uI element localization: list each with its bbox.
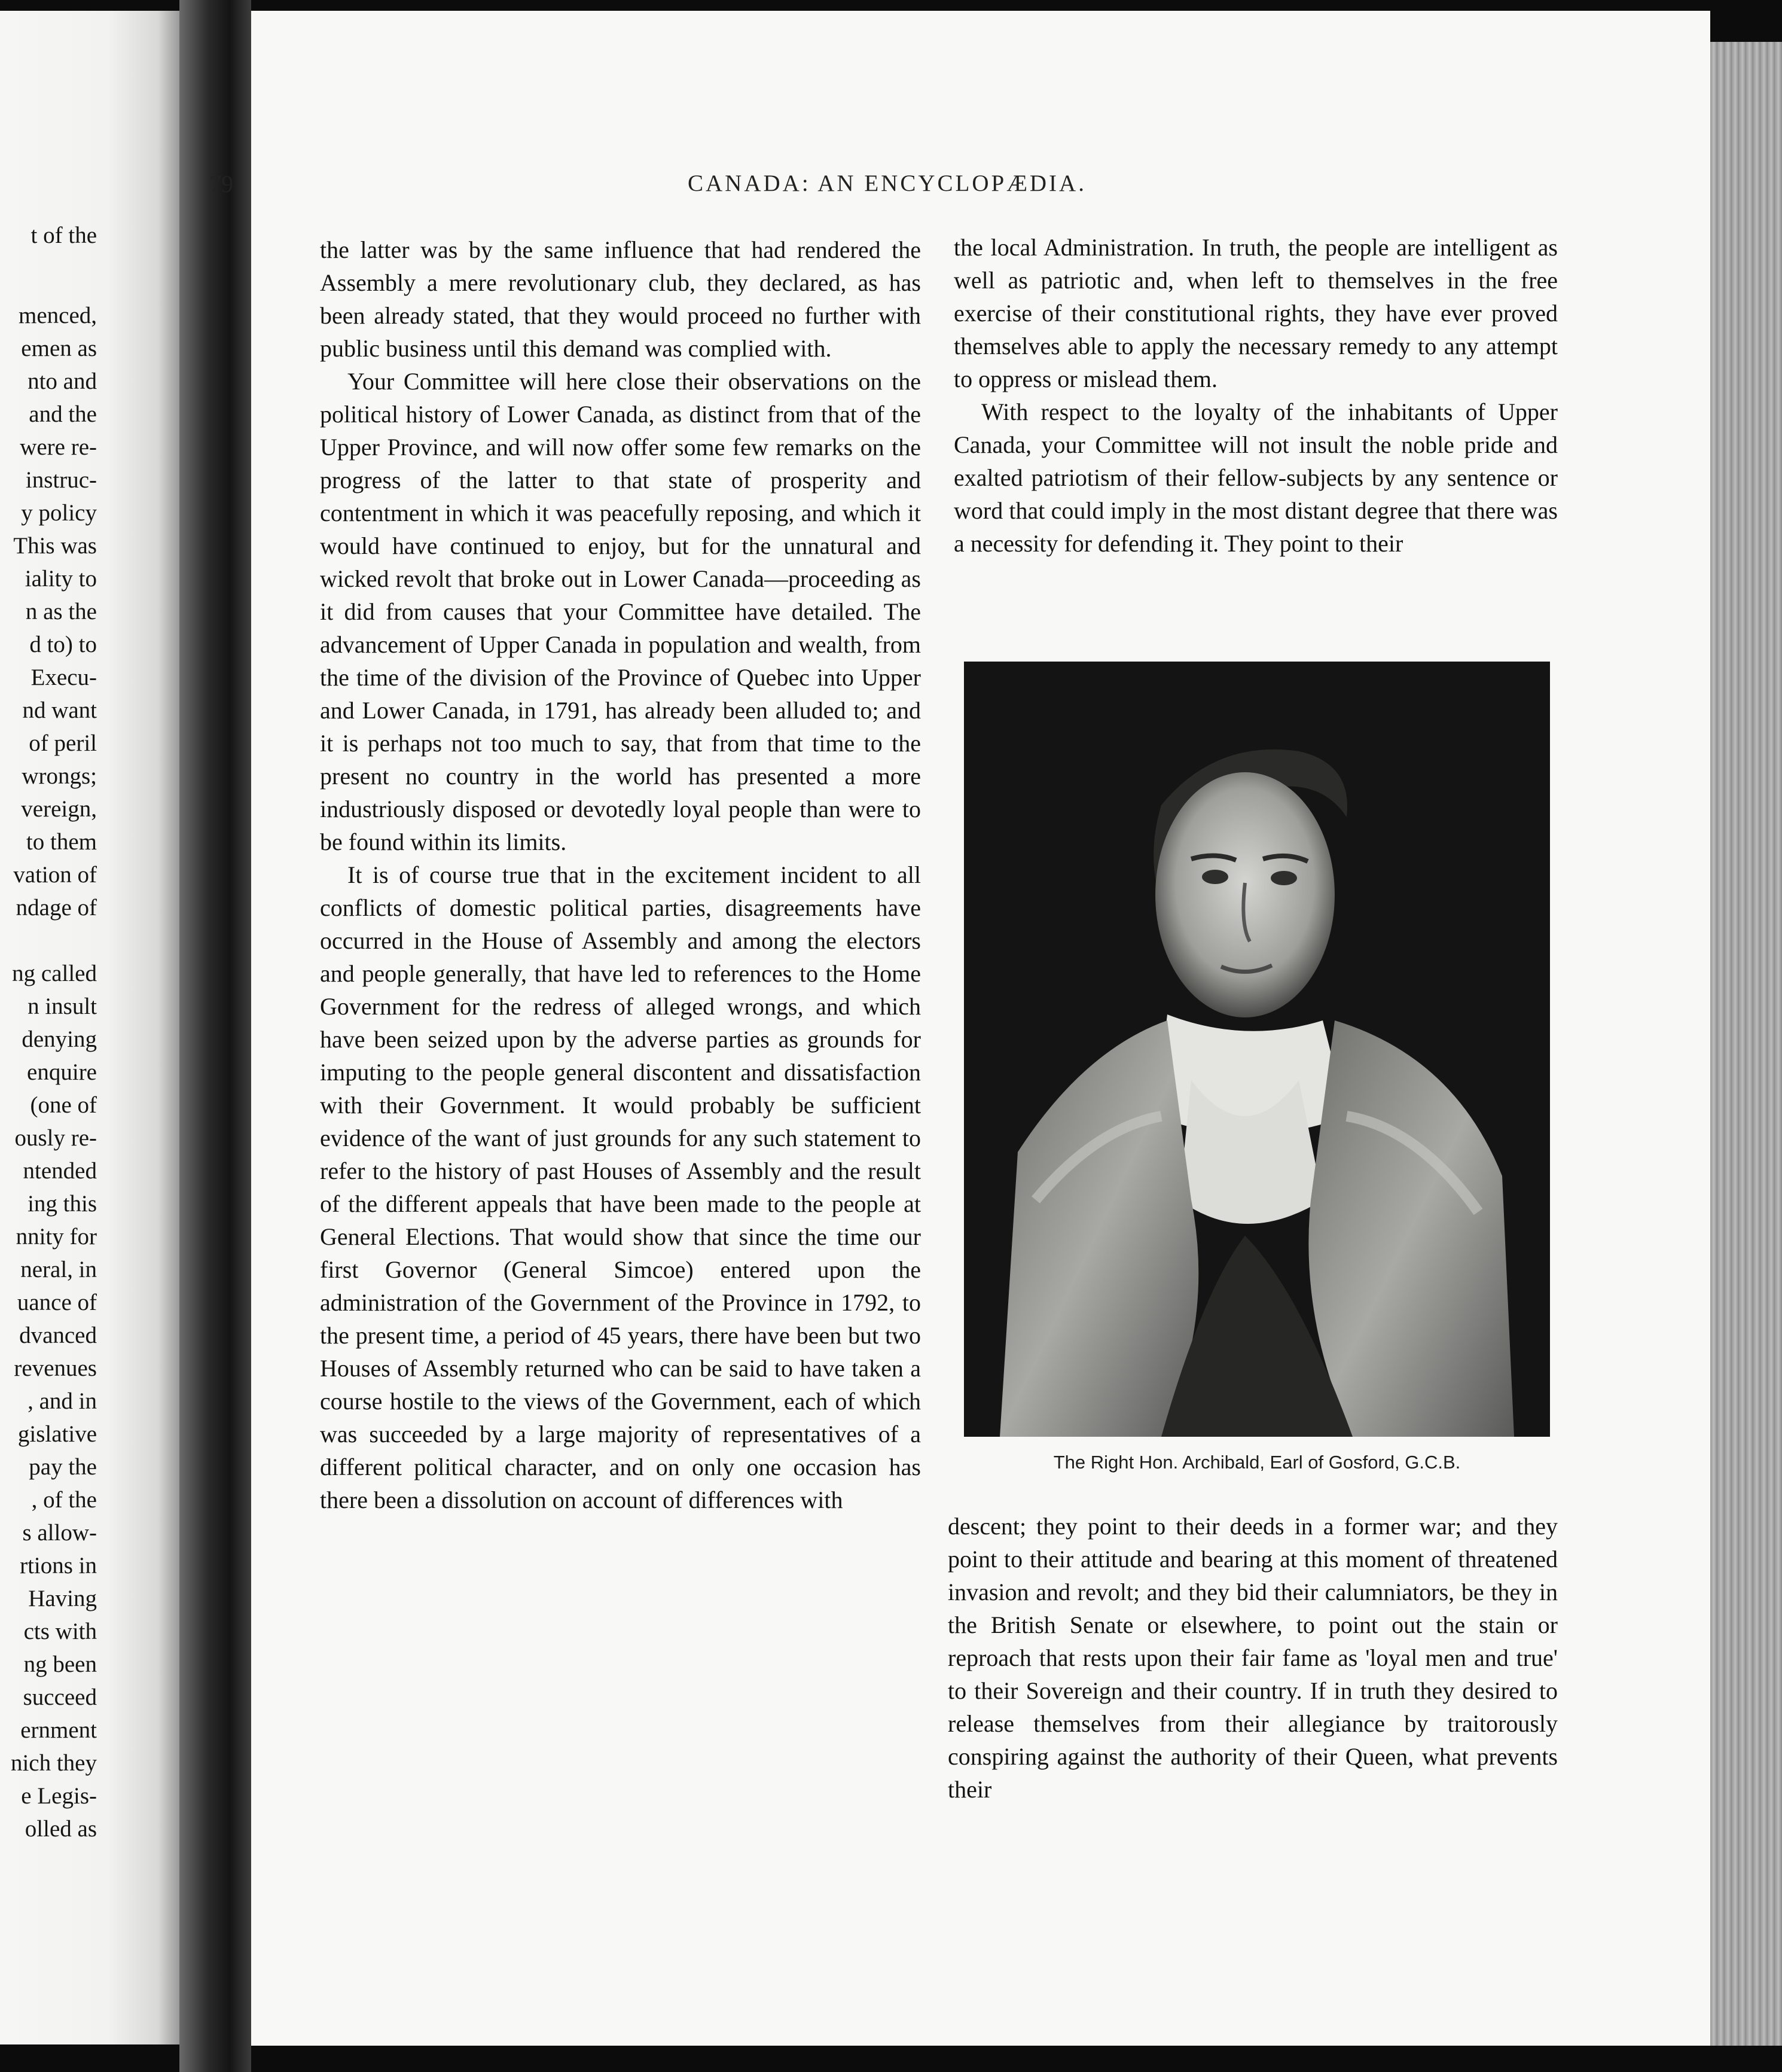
facing-page-line: cts with xyxy=(23,1619,97,1644)
facing-page-line: rtions in xyxy=(20,1553,97,1579)
facing-page-line: This was xyxy=(13,533,97,559)
right-text-column-top xyxy=(954,231,1558,560)
portrait-image xyxy=(964,662,1550,1437)
facing-page-line: ndage of xyxy=(16,895,97,921)
facing-page-line: vation of xyxy=(13,862,97,888)
facing-page-line: e Legis- xyxy=(21,1783,97,1809)
facing-page-line: neral, in xyxy=(20,1257,97,1282)
paragraph: descent; they point to their deeds in a former war; and they point to their attitude and bearing at this moment of threatened invasion and revolt; and they bid their calumniators, be they in the British Senate or elsewhere, to point out the stain or reproach that rests upon their fair fame as 'loyal men and true' to their Sovereign and their country. If in truth they desired to release themselves from their allegiance by traitorously conspiring against the authority of their Queen, what prevents their xyxy=(948,1513,1558,1803)
facing-page-line: instruc- xyxy=(25,467,97,493)
paragraph: With respect to the loyalty of the inhabitants of Upper Canada, your Committee will not insult the noble pride and exalted patriotism of their fellow-subjects by any sentence or word that could imply in the most distant degree that there was a necessity for defending it. They point to their xyxy=(954,398,1558,557)
facing-page-line: Having xyxy=(28,1586,97,1611)
facing-page-line: menced, xyxy=(18,303,97,328)
left-text-column xyxy=(320,233,921,1516)
running-head: CANADA: AN ENCYCLOPÆDIA. xyxy=(688,170,1087,196)
facing-page-line: ntended xyxy=(23,1158,97,1184)
facing-page-line: dvanced xyxy=(19,1323,97,1348)
facing-page-line: t of the xyxy=(30,223,97,248)
facing-page-line: s allow- xyxy=(22,1520,97,1546)
facing-page-line: d to) to xyxy=(29,632,97,657)
facing-page-line: olled as xyxy=(25,1816,97,1842)
facing-page-line: emen as xyxy=(21,336,97,361)
facing-page-line: nnity for xyxy=(16,1224,97,1250)
facing-page-line: pay the xyxy=(29,1454,97,1480)
facing-page-line: were re- xyxy=(20,434,97,460)
facing-page-line: succeed xyxy=(23,1684,97,1710)
facing-page-line: and the xyxy=(29,401,97,427)
facing-page-line: of peril xyxy=(29,730,97,756)
facing-page-line: vereign, xyxy=(21,796,97,822)
facing-page-line: revenues xyxy=(14,1355,97,1381)
facing-page-line: iality to xyxy=(25,566,97,592)
facing-page-line: ernment xyxy=(20,1717,97,1743)
facing-page-line: ng called xyxy=(12,961,97,986)
right-text-column-bottom xyxy=(948,1510,1558,1806)
facing-page-line: denying xyxy=(22,1026,97,1052)
facing-page-line: ously re- xyxy=(14,1125,97,1151)
paragraph: It is of course true that in the excitement incident to all conflicts of domestic political parties, disagreements have occurred in the House of Assembly and among the electors and people generally, that have led to references to the Home Government for the redress of alleged wrongs, and which have been seized upon by the adverse parties as grounds for imputing to the people general discontent and dissatisfaction with their Government. It would probably be sufficient evidence of the want of just grounds for any such statement to refer to the history of past Houses of Assembly and the result of the different appeals that have been made to the people at General Elections. That would show that since the time our first Governor (General Simcoe) entered upon the administration of the Government of the Province in 1792, to the present time, a period of 45 years, there have been but two Houses of Assembly returned who can be said to have taken a course hostile to the views of the Government, each of which was succeeded by a large majority of representatives of a different political character, and on only one occasion has there been a dissolution on account of differences with xyxy=(320,861,921,1513)
facing-page-line: ing this xyxy=(28,1191,97,1217)
facing-page-line: gislative xyxy=(17,1421,97,1447)
facing-page-line: ng been xyxy=(23,1651,97,1677)
facing-page-line: n insult xyxy=(28,994,97,1019)
facing-page-fragment xyxy=(0,11,179,2044)
facing-page-line: Execu- xyxy=(30,665,97,690)
paragraph: the local Administration. In truth, the people are intelligent as well as patriotic and, when left to themselves in the free exercise of their constitutional rights, they have ever proved themselves able to apply the necessary remedy to any attempt to oppress or mislead them. xyxy=(954,234,1558,392)
book-gutter xyxy=(179,0,251,2072)
facing-page-line: y policy xyxy=(21,500,97,526)
portrait-caption: The Right Hon. Archibald, Earl of Gosford, G.C.B. xyxy=(1053,1452,1461,1473)
facing-page-line: nich they xyxy=(10,1750,97,1776)
facing-page-line: (one of xyxy=(30,1092,97,1118)
portrait-engraving xyxy=(964,662,1550,1437)
facing-page-line: nd want xyxy=(22,697,97,723)
page-edge-stack xyxy=(1710,42,1782,2046)
facing-page-line: , and in xyxy=(28,1388,97,1414)
facing-page-line: uance of xyxy=(17,1290,97,1315)
page-number: 79 xyxy=(209,170,233,197)
facing-page-line: , of the xyxy=(31,1487,97,1513)
paragraph: Your Committee will here close their observations on the political history of Lower Canada, as distinct from that of the Upper Province, and will now offer some few remarks on the progress of the latter to that state of prosperity and contentment in which it was peacefully reposing, and which it would have continued to enjoy, but for the unnatural and wicked revolt that broke out in Lower Canada—proceeding as it did from causes that your Committee have detailed. The advancement of Upper Canada in population and wealth, from the time of the division of the Province of Quebec into Upper and Lower Canada, in 1791, has already been alluded to; and it is perhaps not too much to say, that from that time to the present no country in the world has presented a more industriously disposed or devotedly loyal people than were to be found within its limits. xyxy=(320,368,921,855)
facing-page-line: to them xyxy=(26,829,97,855)
facing-page-line: wrongs; xyxy=(22,763,97,789)
facing-page-line: n as the xyxy=(25,599,97,624)
paragraph: the latter was by the same influence that had rendered the Assembly a mere revolutionary club, they declared, as has been already stated, that they would proceed no further with public business until this demand was complied with. xyxy=(320,236,921,362)
facing-page-line: nto and xyxy=(28,368,97,394)
facing-page-line: enquire xyxy=(27,1059,97,1085)
